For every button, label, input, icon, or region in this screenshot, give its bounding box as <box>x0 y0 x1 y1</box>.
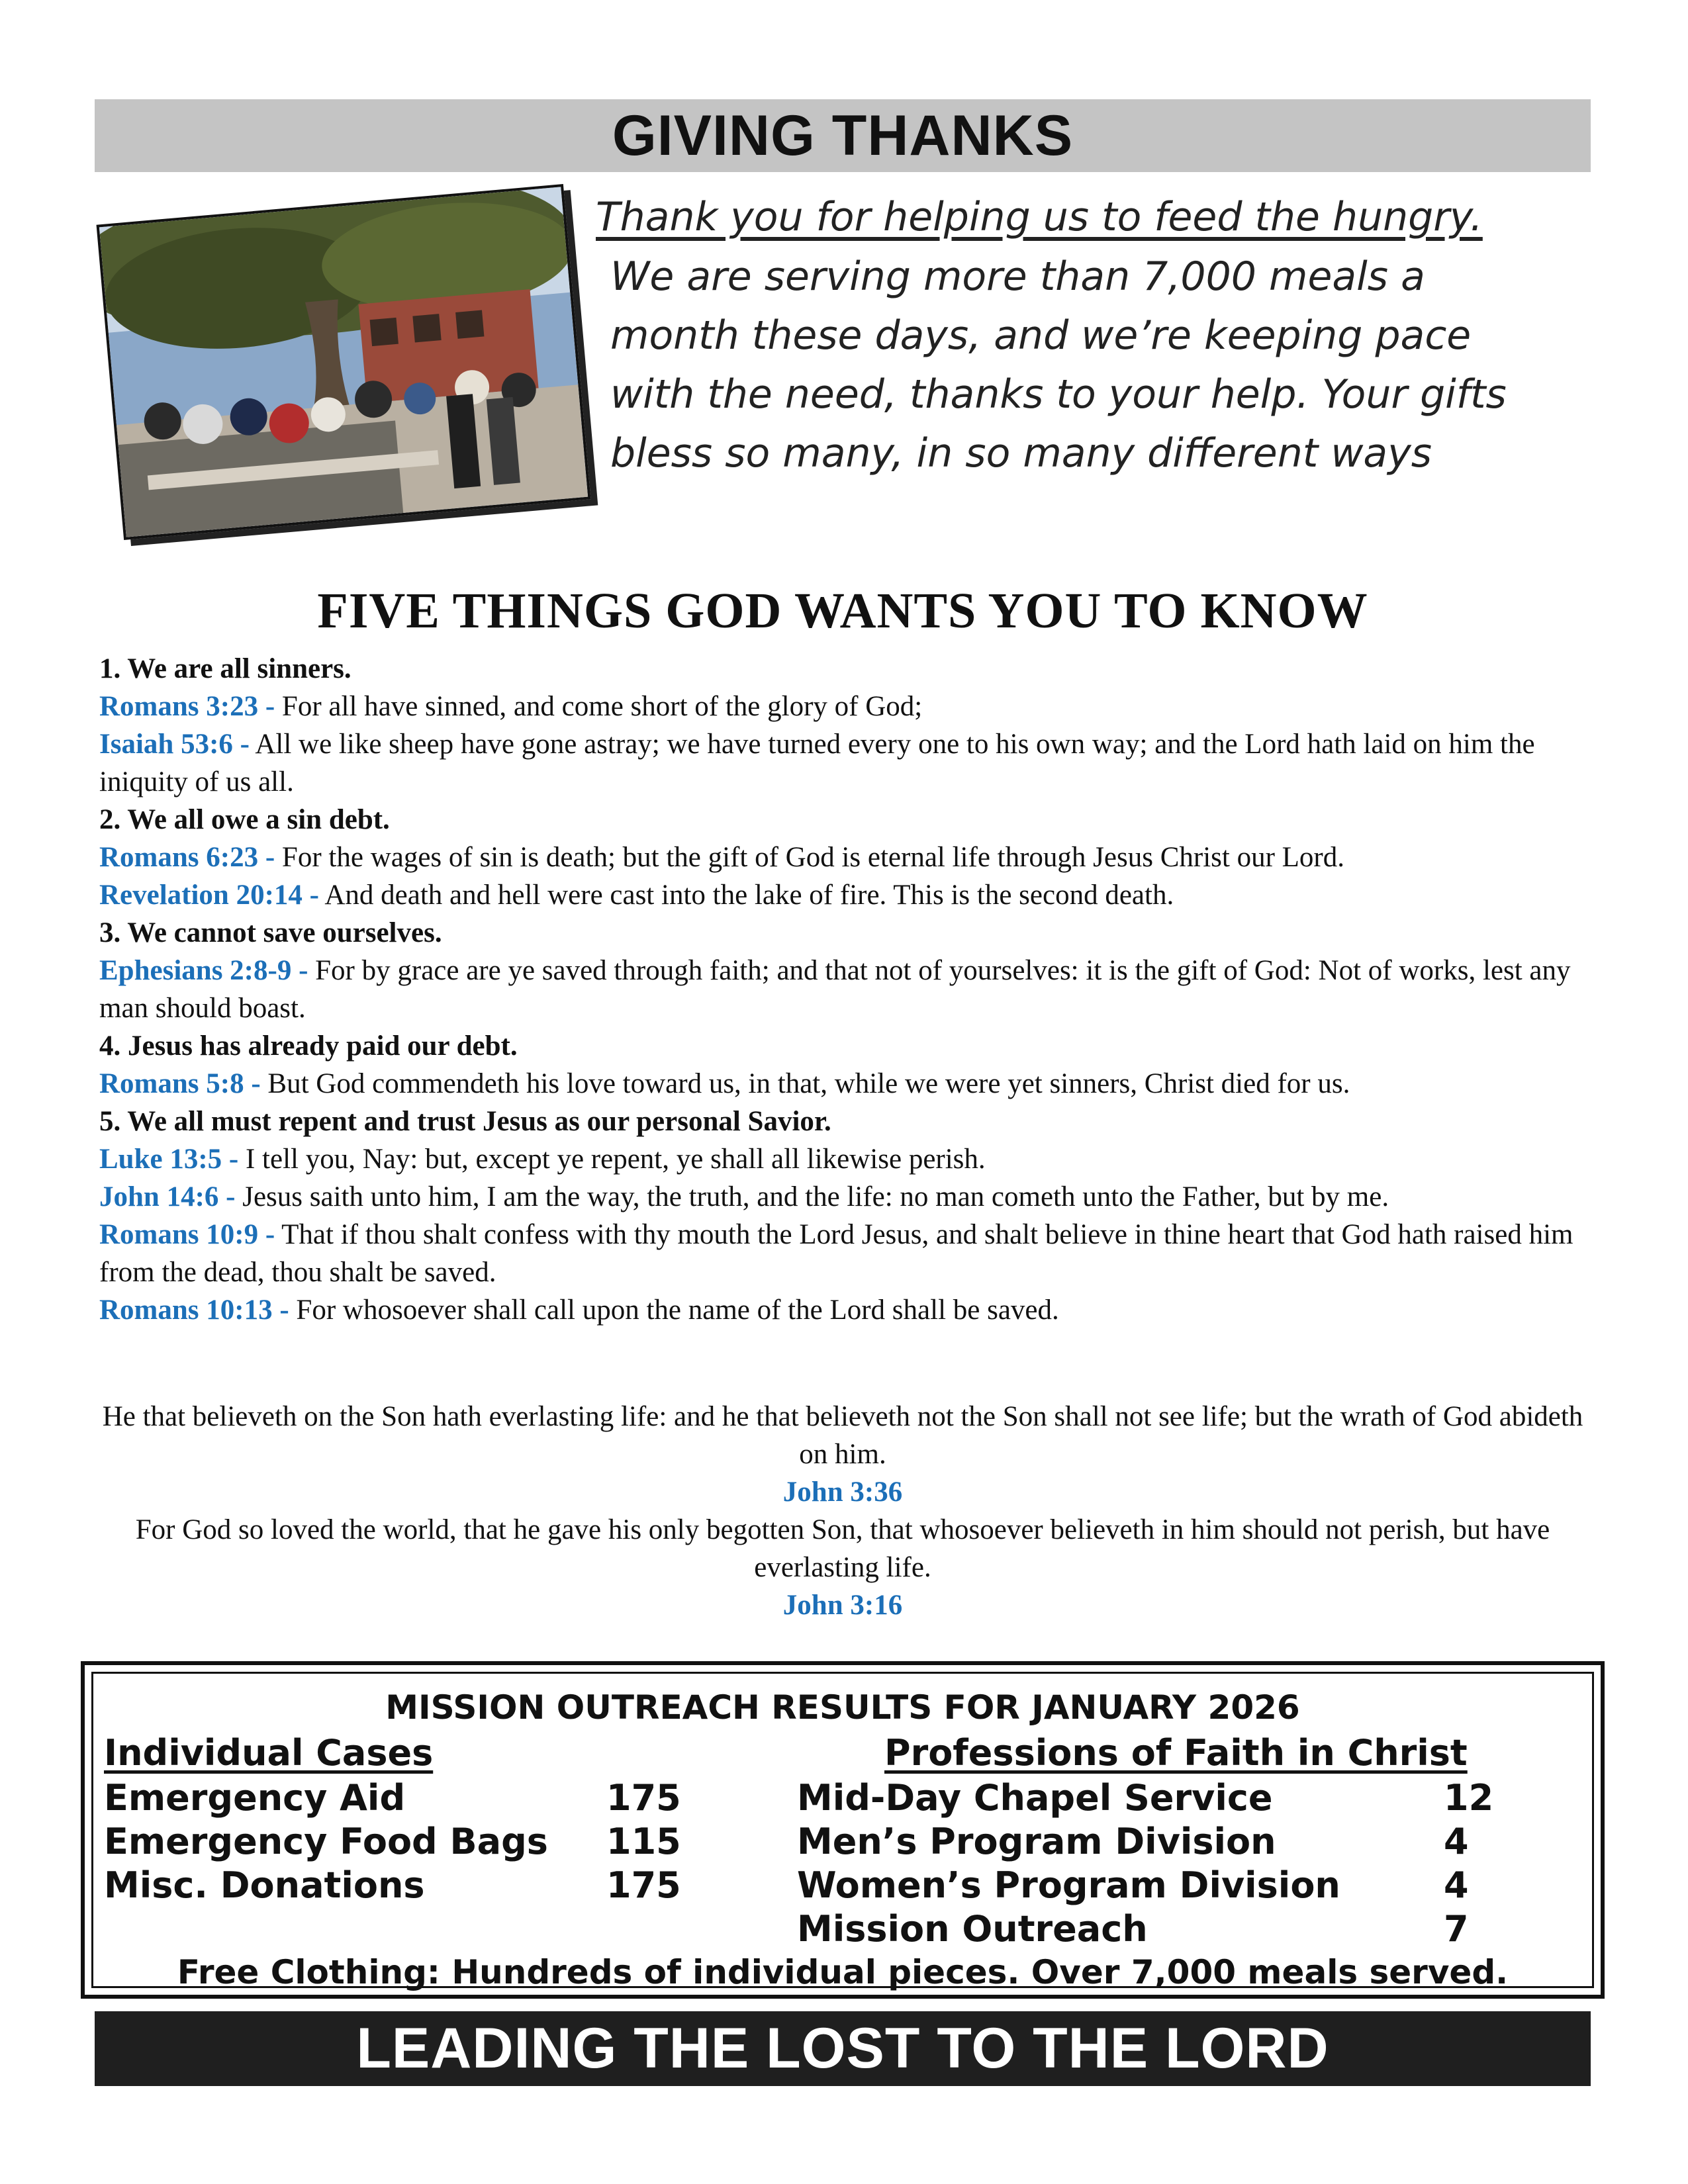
row-label: Misc. Donations <box>104 1864 425 1906</box>
row-label: Mid-Day Chapel Service <box>797 1777 1273 1819</box>
verse-text: And death and hell were cast into the lake of fire. This is the second death. <box>319 880 1174 911</box>
mission-results-box <box>81 1661 1605 1999</box>
verse-reference: Isaiah 53:6 - <box>99 729 250 760</box>
row-value: 12 <box>1444 1777 1494 1819</box>
row-value: 175 <box>606 1864 681 1906</box>
results-row-mens-program <box>797 1821 1276 1862</box>
thank-you-body: We are serving more than 7,000 meals a month these days, and we’re keeping pace with the need, thanks to your help. Your gifts bless so many, in so many different ways <box>610 253 1507 477</box>
point-4: 4. Jesus has already paid our debt. <box>99 1030 518 1062</box>
closing-scriptures <box>95 1398 1591 1624</box>
verse-revelation-20-14 <box>99 876 1575 914</box>
verse-reference: Revelation 20:14 - <box>99 880 319 911</box>
verse-text: For whosoever shall call upon the name of the Lord shall be saved. <box>289 1295 1059 1326</box>
verse-text: I tell you, Nay: but, except ye repent, ye shall all likewise perish. <box>238 1144 986 1175</box>
results-footer: Free Clothing: Hundreds of individual pieces. Over 7,000 meals served. <box>177 1953 1509 1991</box>
results-row-emergency-aid <box>104 1777 405 1819</box>
verse-romans-3-23 <box>99 688 1575 725</box>
individual-cases-heading: Individual Cases <box>104 1732 434 1774</box>
point-3: 3. We cannot save ourselves. <box>99 917 442 948</box>
results-row-food-bags <box>104 1821 548 1862</box>
professions-heading: Professions of Faith in Christ <box>884 1732 1468 1774</box>
verse-text: Jesus saith unto him, I am the way, the truth, and the life: no man cometh unto the Father, but by me. <box>235 1181 1389 1212</box>
leading-lost-banner <box>95 2011 1591 2086</box>
row-value: 4 <box>1444 1821 1469 1862</box>
row-label: Women’s Program Division <box>797 1864 1340 1906</box>
results-row-misc-donations <box>104 1864 425 1906</box>
verse-john-14-6 <box>99 1178 1575 1216</box>
outdoor-meal-photo <box>97 184 591 540</box>
row-value: 7 <box>1444 1908 1469 1950</box>
results-row-mission-outreach <box>797 1908 1148 1950</box>
five-things-list <box>99 650 1575 1329</box>
verse-romans-10-9 <box>99 1216 1575 1291</box>
verse-romans-6-23 <box>99 839 1575 876</box>
row-value: 115 <box>606 1821 681 1862</box>
page-title: GIVING THANKS <box>612 103 1074 167</box>
verse-romans-10-13 <box>99 1291 1575 1329</box>
closing-quote-2: For God so loved the world, that he gave his only begotten Son, that whosoever believeth in him should not perish, but have everlasting life. <box>135 1514 1550 1583</box>
thank-you-message <box>596 187 1575 483</box>
row-label: Men’s Program Division <box>797 1821 1276 1862</box>
results-title: MISSION OUTREACH RESULTS FOR JANUARY 2026 <box>385 1688 1300 1727</box>
verse-reference: Romans 10:13 - <box>99 1295 289 1326</box>
verse-romans-5-8 <box>99 1065 1575 1103</box>
verse-text: For all have sinned, and come short of the glory of God; <box>275 691 923 722</box>
row-value: 4 <box>1444 1864 1469 1906</box>
results-row-womens-program <box>797 1864 1340 1906</box>
row-label: Emergency Food Bags <box>104 1821 548 1862</box>
verse-reference: Romans 5:8 - <box>99 1068 261 1099</box>
row-label: Emergency Aid <box>104 1777 406 1819</box>
closing-reference-2: John 3:16 <box>782 1590 903 1621</box>
closing-quote-1: He that believeth on the Son hath everlasting life: and he that believeth not the Son shall not see life; but the wrath of God abideth on him. <box>102 1401 1583 1470</box>
giving-thanks-banner <box>95 99 1591 172</box>
verse-reference: John 14:6 - <box>99 1181 236 1212</box>
verse-text: All we like sheep have gone astray; we have turned every one to his own way; and the Lord hath laid on him the iniquity of us all. <box>99 729 1535 797</box>
verse-reference: Romans 3:23 - <box>99 691 275 722</box>
verse-isaiah-53-6 <box>99 725 1575 801</box>
tree-crowd-illustration <box>99 187 588 537</box>
row-label: Mission Outreach <box>797 1908 1148 1950</box>
verse-text: For by grace are ye saved through faith; and that not of yourselves: it is the gift of God: Not of works, lest any man should boast. <box>99 955 1571 1024</box>
verse-text: For the wages of sin is death; but the gift of God is eternal life through Jesus Christ our Lord. <box>275 842 1344 873</box>
footer-title: LEADING THE LOST TO THE LORD <box>356 2017 1329 2080</box>
thank-you-heading: Thank you for helping us to feed the hungry. <box>596 194 1483 240</box>
mission-results-inner <box>91 1672 1594 1991</box>
verse-text: But God commendeth his love toward us, in that, while we were yet sinners, Christ died for us. <box>260 1068 1350 1099</box>
closing-reference-1: John 3:36 <box>782 1477 903 1508</box>
verse-reference: Luke 13:5 - <box>99 1144 239 1175</box>
verse-reference: Romans 10:9 - <box>99 1219 275 1250</box>
verse-text: That if thou shalt confess with thy mouth the Lord Jesus, and shalt believe in thine heart that God hath raised him from the dead, thou shalt be saved. <box>99 1219 1573 1288</box>
results-row-chapel <box>797 1777 1273 1819</box>
point-5: 5. We all must repent and trust Jesus as our personal Savior. <box>99 1106 831 1137</box>
row-value: 175 <box>606 1777 681 1819</box>
point-2: 2. We all owe a sin debt. <box>99 804 390 835</box>
verse-reference: Romans 6:23 - <box>99 842 275 873</box>
point-1: 1. We are all sinners. <box>99 653 352 684</box>
verse-ephesians-2-8-9 <box>99 952 1575 1027</box>
verse-luke-13-5 <box>99 1140 1575 1178</box>
verse-reference: Ephesians 2:8-9 - <box>99 955 308 986</box>
five-things-title: FIVE THINGS GOD WANTS YOU TO KNOW <box>317 583 1368 639</box>
